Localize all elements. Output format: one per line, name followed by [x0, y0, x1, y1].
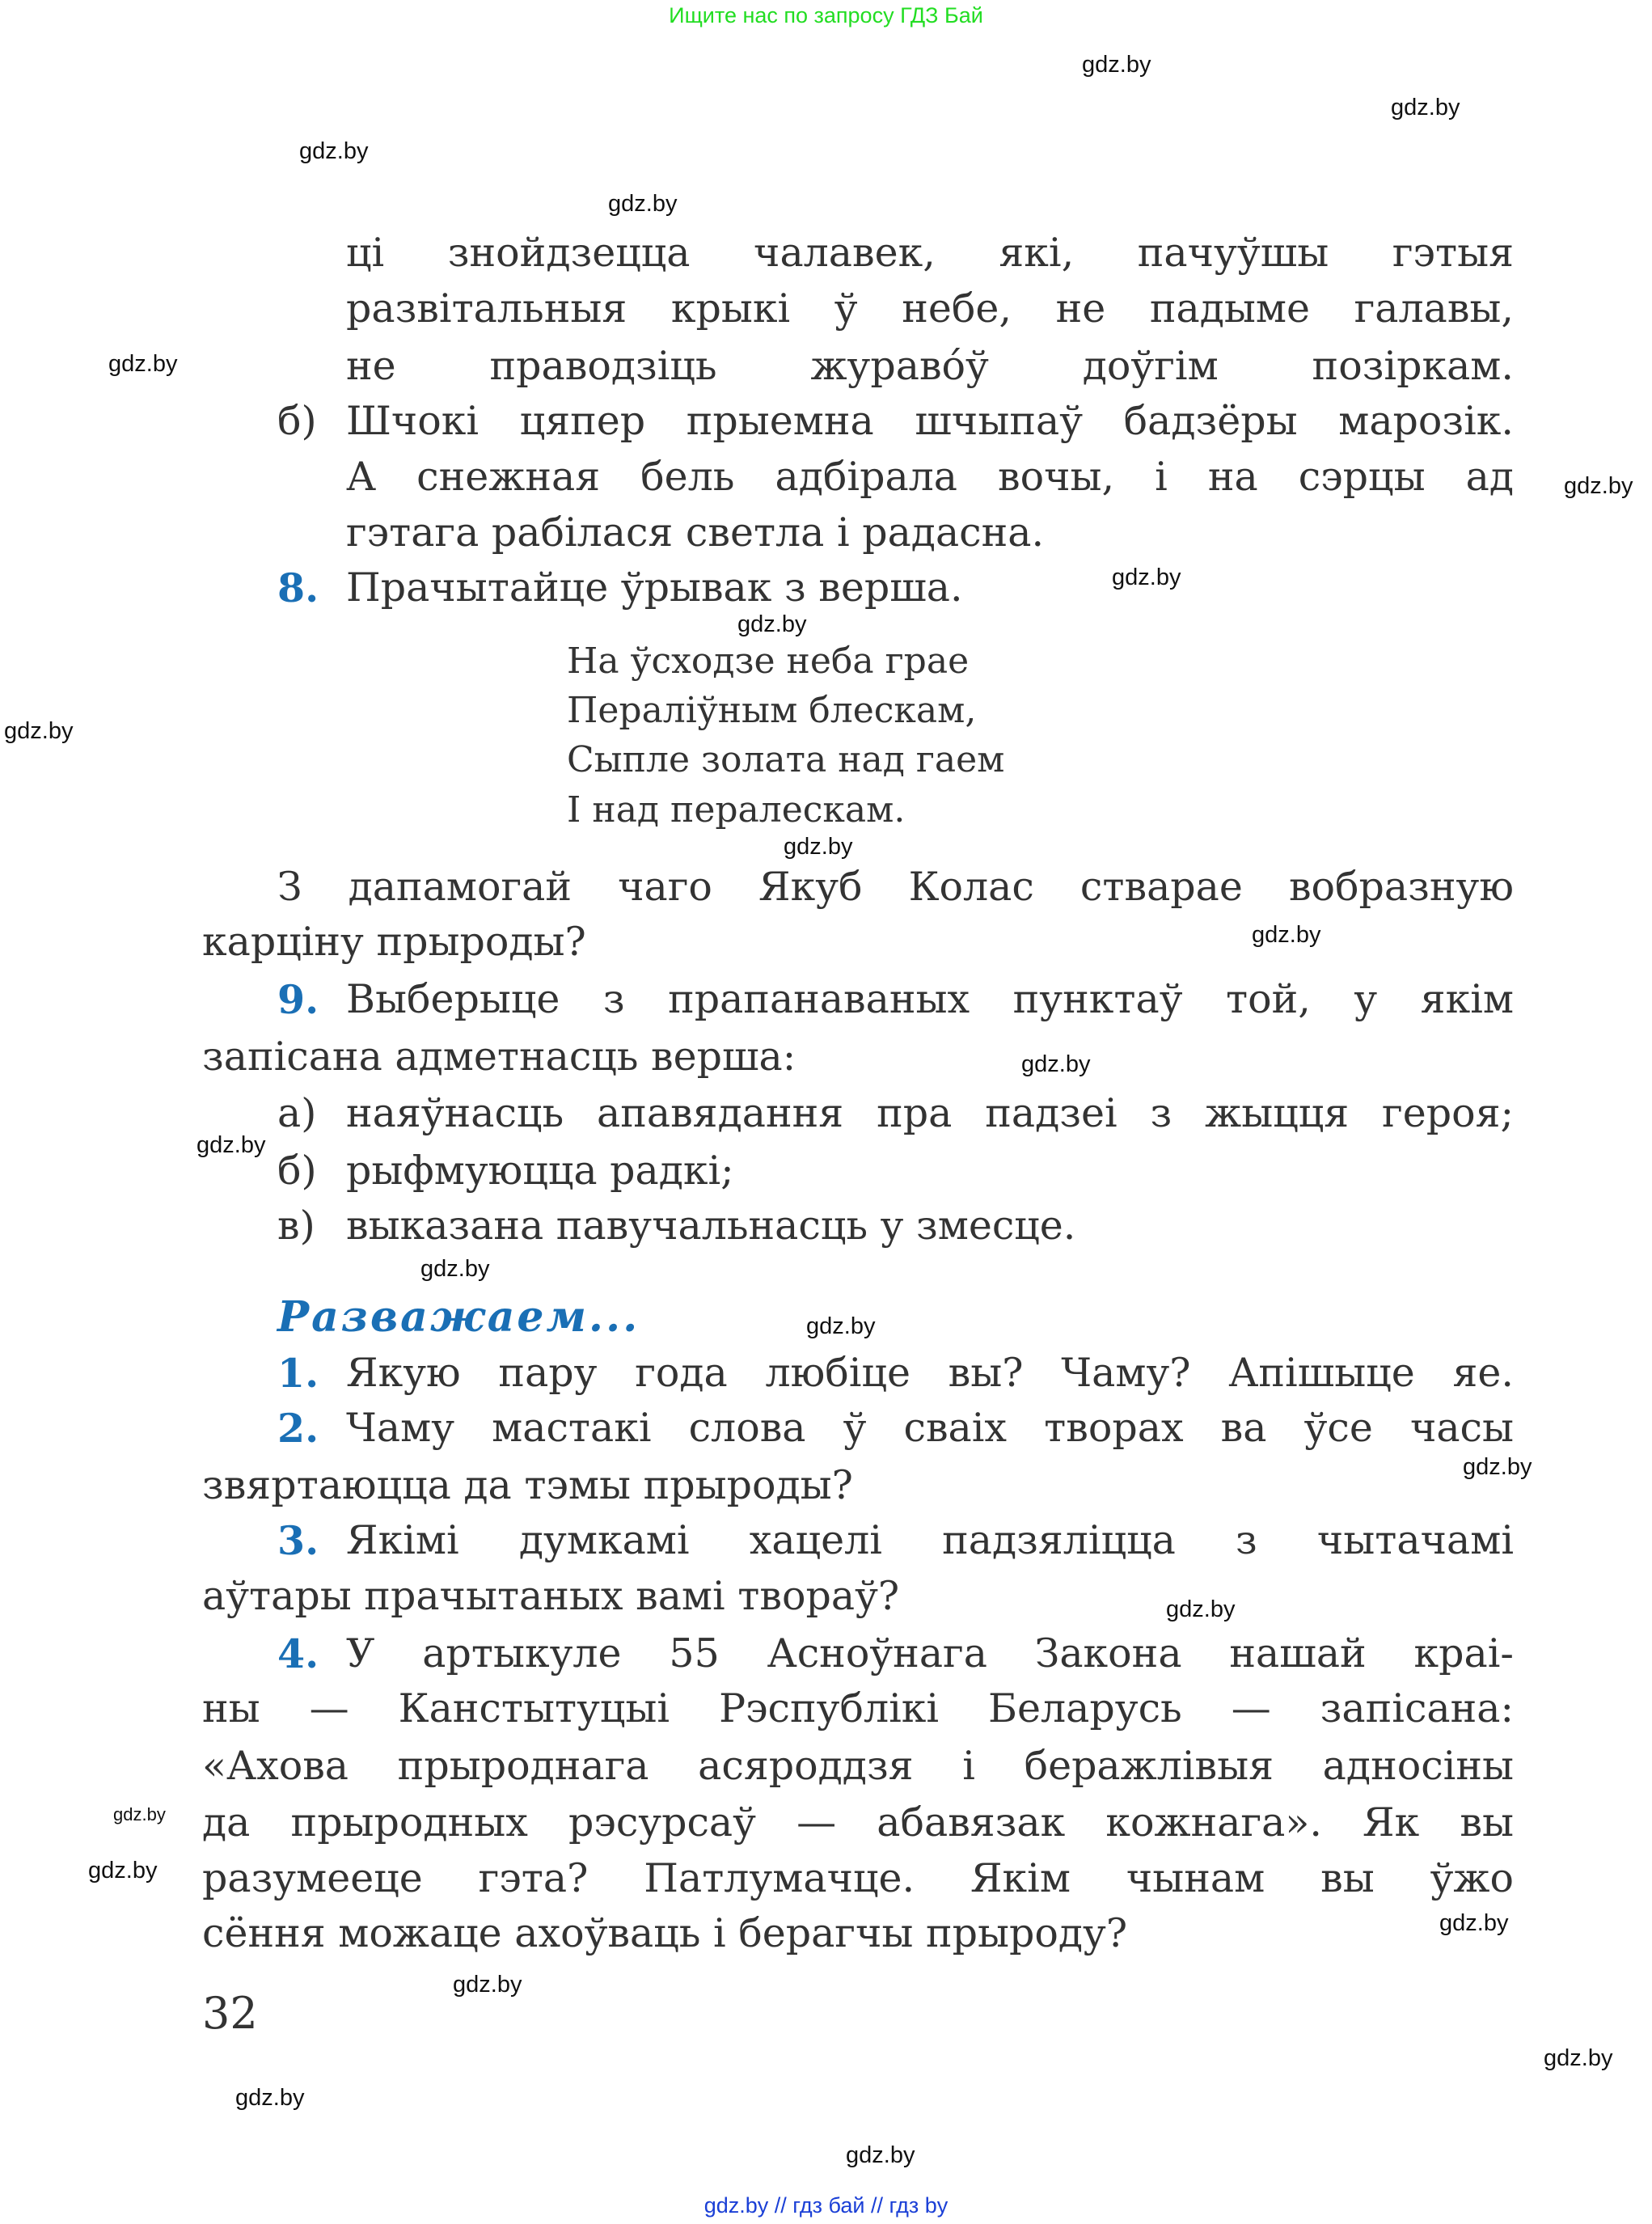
option-c: выказана павучальнасць у змесце. — [346, 1203, 1076, 1249]
section-heading: Разважаем... — [277, 1292, 640, 1342]
question-number-4: 4. — [277, 1630, 319, 1677]
question-3-text: Якімі думкамі хацелі падзяліцца з чытачамі — [346, 1517, 1514, 1563]
watermark: gdz.by — [108, 351, 178, 377]
watermark: gdz.by — [235, 2085, 305, 2111]
watermark: gdz.by — [1112, 564, 1181, 590]
question-8-text: Прачытайце ўрывак з верша. — [346, 564, 963, 611]
watermark: gdz.by — [1544, 2045, 1613, 2071]
watermark: gdz.by — [608, 191, 678, 217]
option-label-c: в) — [277, 1203, 315, 1249]
watermark: gdz.by — [1439, 1910, 1509, 1936]
text-line: не праводзіць жураво́ў доўгім позіркам. — [346, 343, 1514, 389]
text-line: ны — Канстытуцыі Рэспублікі Беларусь — запісана: — [202, 1685, 1514, 1731]
question-1-text: Якую пару года любіце вы? Чаму? Апішыце яе. — [346, 1350, 1514, 1396]
watermark: gdz.by — [1166, 1596, 1236, 1622]
poem-line: І над пералескам. — [567, 789, 906, 831]
item-label-b: б) — [277, 398, 317, 444]
question-number-9: 9. — [277, 976, 319, 1023]
watermark: gdz.by — [846, 2142, 915, 2168]
text-line: аўтары прачытаных вамі твораў? — [202, 1573, 900, 1619]
option-b: рыфмуюцца радкі; — [346, 1148, 734, 1194]
text-line: «Ахова прыроднага асяроддзя і беражлівыя адносіны — [202, 1743, 1514, 1789]
question-2-text: Чаму мастакі слова ў сваіх творах ва ўсе часы — [346, 1405, 1514, 1451]
text-line: да прыродных рэсурсаў — абавязак кожнага». Як вы — [202, 1799, 1514, 1846]
text-line: А снежная бель адбірала вочы, і на сэрцы ад — [346, 454, 1514, 500]
watermark: gdz.by — [88, 1858, 158, 1884]
watermark: gdz.by — [113, 1804, 166, 1824]
footer-links[interactable]: gdz.by // гдз бай // гдз by — [703, 2193, 949, 2218]
text-line: звяртаюцца да тэмы прыроды? — [202, 1462, 853, 1508]
question-number-1: 1. — [277, 1350, 319, 1397]
text-line: карціну прыроды? — [202, 919, 586, 965]
question-9-text: Выберыце з прапанаваных пунктаў той, у якім — [346, 976, 1514, 1022]
text-line: Шчокі цяпер прыемна шчыпаў бадзёры марозік. — [346, 398, 1514, 444]
question-4-text: У артыкуле 55 Асноўнага Закона нашай краі- — [346, 1630, 1514, 1676]
watermark: gdz.by — [737, 611, 807, 637]
watermark: gdz.by — [1252, 922, 1321, 948]
watermark: gdz.by — [299, 138, 369, 164]
poem-line: На ўсходзе неба грае — [567, 641, 970, 682]
text-line: запісана адметнасць верша: — [202, 1034, 796, 1080]
option-label-b: б) — [277, 1148, 317, 1194]
option-a: наяўнасць апавядання пра падзеі з жыцця героя; — [346, 1090, 1514, 1136]
watermark: gdz.by — [1391, 95, 1460, 121]
question-number-3: 3. — [277, 1517, 319, 1564]
watermark: gdz.by — [784, 834, 853, 860]
watermark: gdz.by — [4, 718, 74, 744]
watermark: gdz.by — [806, 1313, 876, 1339]
option-label-a: а) — [277, 1090, 317, 1136]
watermark: gdz.by — [453, 1972, 522, 1998]
page-number: 32 — [202, 1988, 258, 2039]
text-line: З дапамогай чаго Якуб Колас стварае вобразную — [277, 864, 1514, 910]
watermark: gdz.by — [1082, 52, 1151, 78]
question-number-8: 8. — [277, 564, 319, 611]
text-line: развітальныя крыкі ў небе, не падыме галавы, — [346, 285, 1514, 332]
watermark: gdz.by — [196, 1132, 266, 1158]
text-line: ці знойдзецца чалавек, які, пачуўшы гэтыя — [346, 230, 1514, 276]
watermark: gdz.by — [1463, 1454, 1532, 1480]
watermark: gdz.by — [420, 1256, 490, 1282]
question-number-2: 2. — [277, 1405, 319, 1452]
watermark: gdz.by — [1564, 473, 1633, 499]
text-line: гэтага рабілася светла і радасна. — [346, 509, 1045, 556]
watermark: gdz.by — [1021, 1051, 1091, 1077]
text-line: сёння можаце ахоўваць і берагчы прыроду? — [202, 1910, 1128, 1956]
poem-line: Сыпле золата над гаем — [567, 739, 1005, 780]
text-line: разумееце гэта? Патлумачце. Якім чынам вы ўжо — [202, 1855, 1514, 1901]
search-hint-banner[interactable]: Ищите нас по запросу ГДЗ Бай — [669, 3, 983, 27]
poem-line: Пераліўным блескам, — [567, 690, 977, 731]
